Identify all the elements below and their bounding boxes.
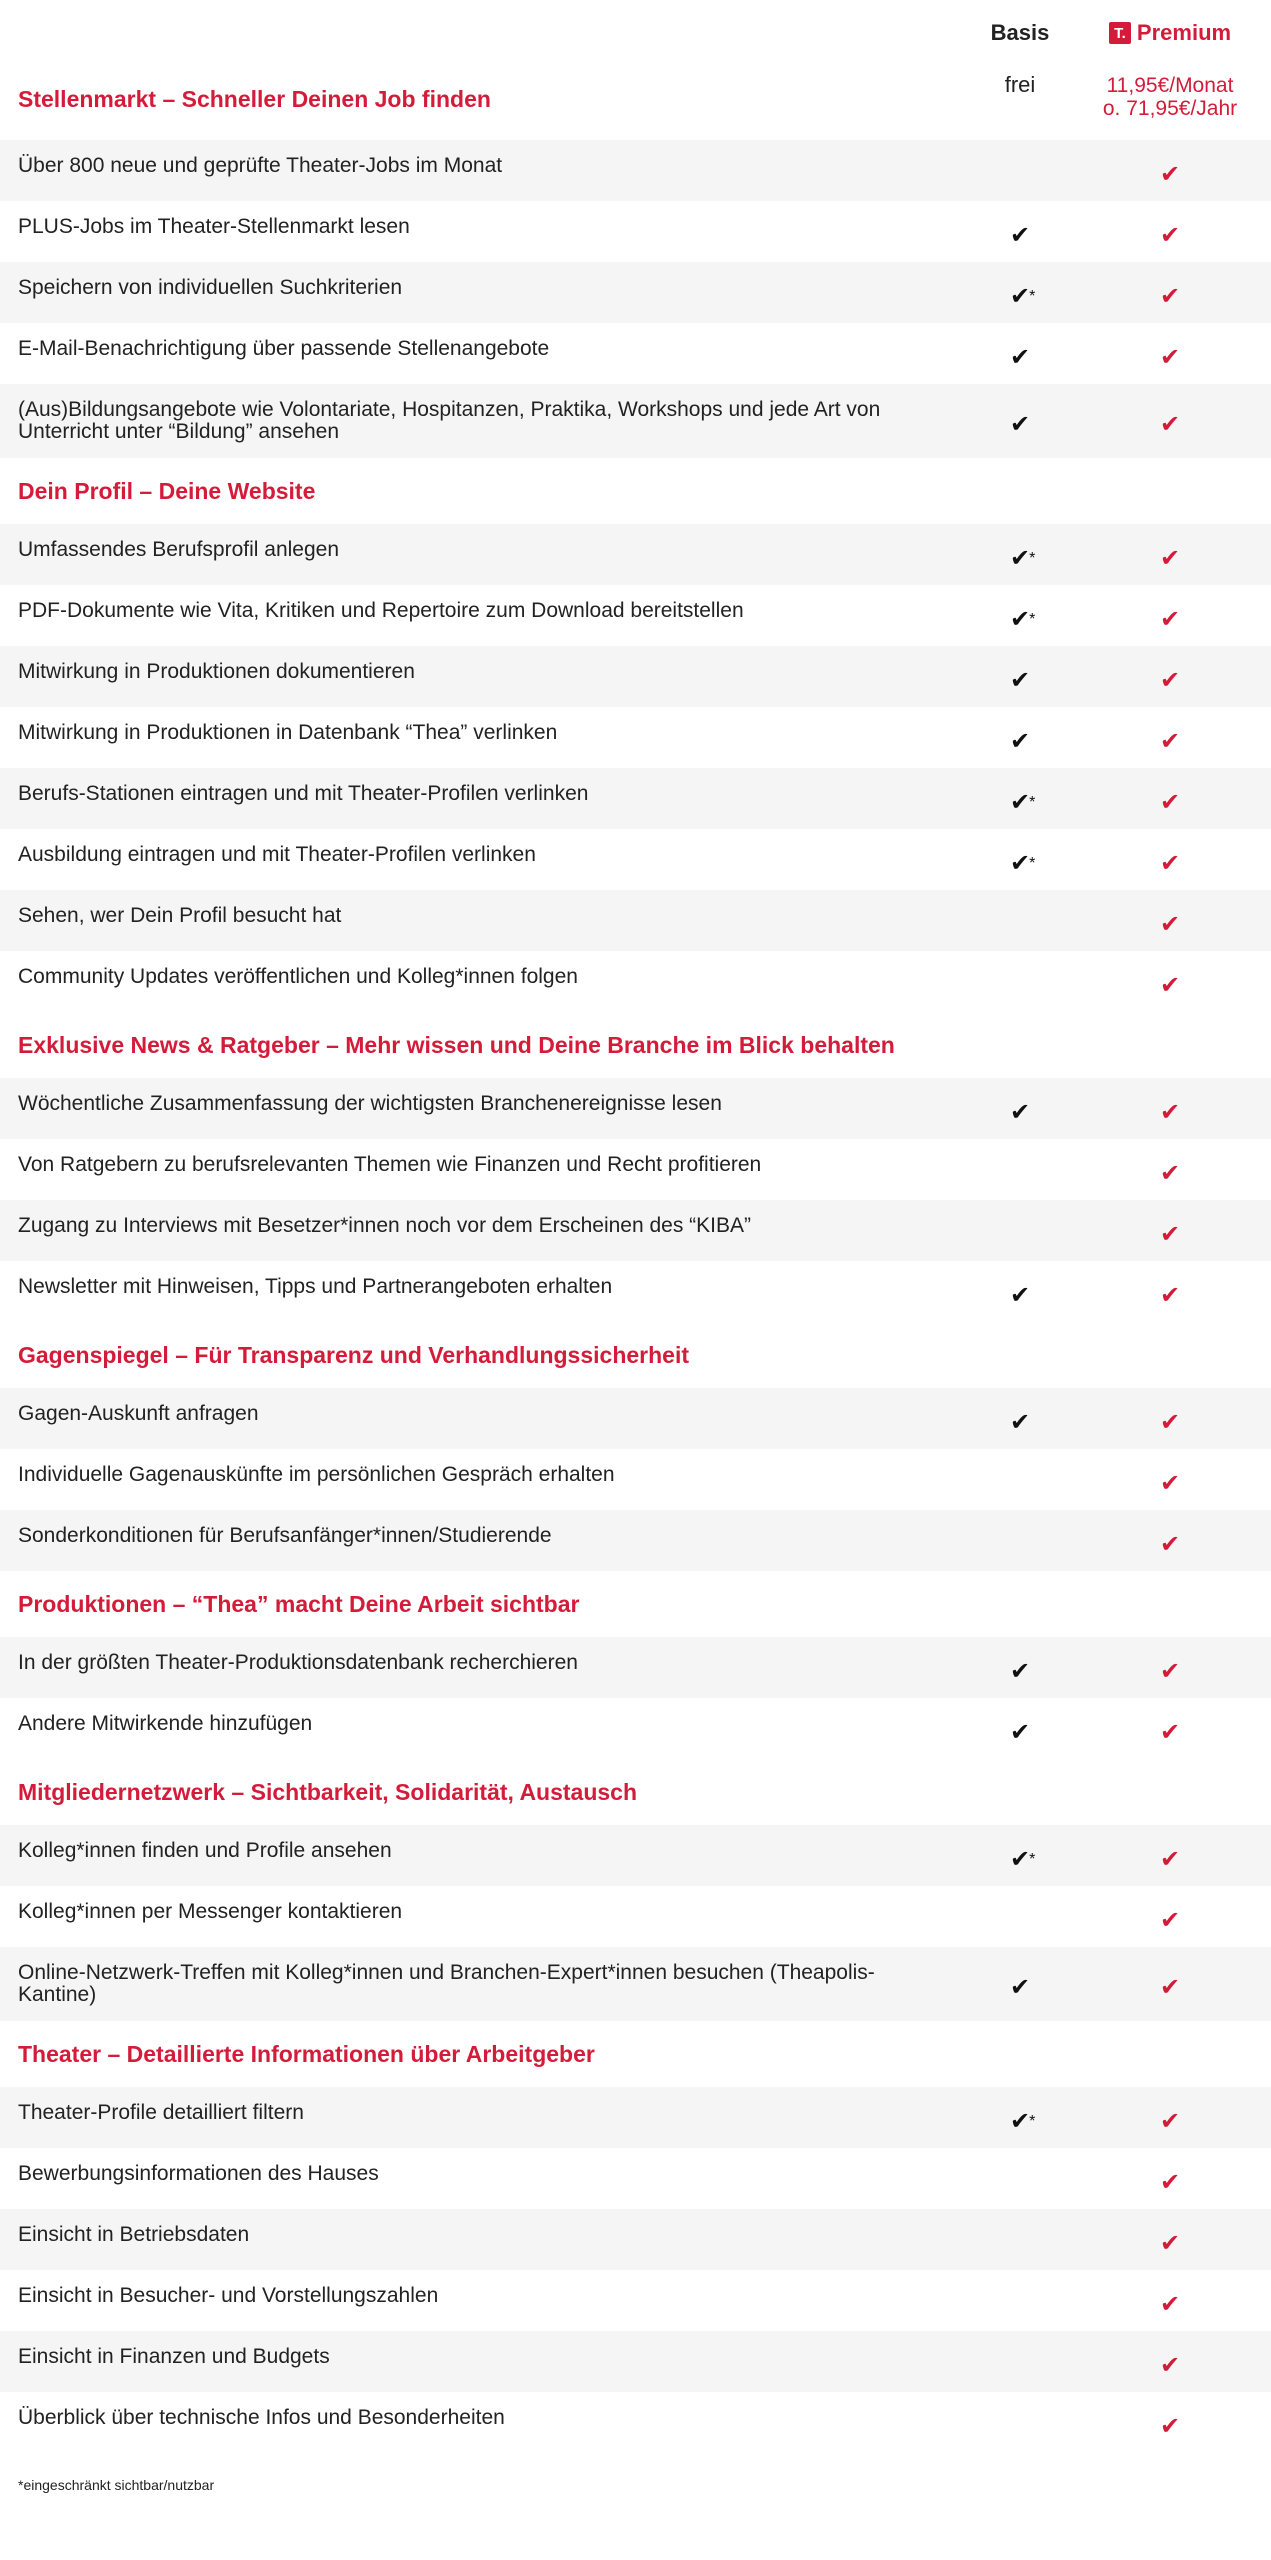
feature-row [0, 1510, 1271, 1571]
basis-check-icon: ✔ [1010, 728, 1031, 755]
feature-label: Einsicht in Besucher- und Vorstellungszahlen [18, 2284, 439, 2307]
basis-check-icon: ✔ [1010, 222, 1031, 249]
feature-row [0, 2270, 1271, 2331]
feature-row [0, 707, 1271, 768]
basis-check-icon: ✔ [1010, 1282, 1031, 1309]
section-heading [0, 1759, 1271, 1825]
feature-row [0, 2392, 1271, 2453]
premium-check-icon: ✔ [1160, 1099, 1181, 1126]
premium-price [1090, 74, 1250, 120]
feature-label: PLUS-Jobs im Theater-Stellenmarkt lesen [18, 215, 410, 238]
section-title: Gagenspiegel – Für Transparenz und Verhandlungssicherheit [18, 1341, 689, 1368]
feature-label: Zugang zu Interviews mit Besetzer*innen noch vor dem Erscheinen des “KIBA” [18, 1214, 752, 1237]
basis-check-icon: ✔ [1010, 1099, 1031, 1126]
feature-row [0, 1698, 1271, 1759]
premium-check-icon: ✔ [1160, 1907, 1181, 1934]
section-heading [0, 1012, 1271, 1078]
basis-check-icon: ✔ [1010, 667, 1031, 694]
feature-label: Bewerbungsinformationen des Hauses [18, 2162, 379, 2185]
premium-label-text: Premium [1136, 20, 1232, 45]
basis-check-icon: ✔ [1010, 1719, 1031, 1746]
basis-check-limited-icon: ✔* [1010, 850, 1036, 877]
basis-check-limited-icon: ✔* [1010, 606, 1036, 633]
feature-label: Einsicht in Betriebsdaten [18, 2223, 250, 2246]
feature-row [0, 1449, 1271, 1510]
premium-check-icon: ✔ [1160, 2230, 1181, 2257]
section-heading [0, 62, 1271, 140]
feature-label: Individuelle Gagenauskünfte im persönlichen Gespräch erhalten [18, 1463, 615, 1486]
section-title: Theater – Detaillierte Informationen über Arbeitgeber [18, 2040, 595, 2067]
basis-check-icon: ✔ [1010, 411, 1031, 438]
basis-price: frei [1004, 72, 1036, 97]
feature-label: Mitwirkung in Produktionen in Datenbank “Thea” verlinken [18, 721, 558, 744]
premium-check-icon: ✔ [1160, 728, 1181, 755]
feature-label: In der größten Theater-Produktionsdatenbank recherchieren [18, 1651, 578, 1674]
section-title: Mitgliedernetzwerk – Sichtbarkeit, Solidarität, Austausch [18, 1778, 638, 1805]
feature-label: Mitwirkung in Produktionen dokumentieren [18, 660, 415, 683]
section-heading [0, 1322, 1271, 1388]
premium-price-month: 11,95€/Monat [1106, 74, 1234, 97]
premium-check-icon: ✔ [1160, 1221, 1181, 1248]
section-heading [0, 1571, 1271, 1637]
feature-row [0, 262, 1271, 323]
feature-label: E-Mail-Benachrichtigung über passende Stellenangebote [18, 337, 550, 360]
feature-label: Wöchentliche Zusammenfassung der wichtigsten Branchenereignisse lesen [18, 1092, 722, 1115]
premium-check-icon: ✔ [1160, 283, 1181, 310]
feature-label: Community Updates veröffentlichen und Kolleg*innen folgen [18, 965, 578, 988]
section-title: Exklusive News & Ratgeber – Mehr wissen und Deine Branche im Blick behalten [18, 1031, 895, 1058]
feature-row [0, 646, 1271, 707]
section-title: Dein Profil – Deine Website [18, 477, 316, 504]
feature-row [0, 1139, 1271, 1200]
section-heading [0, 2021, 1271, 2087]
basis-column-label: Basis [990, 20, 1050, 45]
basis-check-icon: ✔ [1010, 1974, 1031, 2001]
premium-check-icon: ✔ [1160, 850, 1181, 877]
premium-check-icon: ✔ [1160, 667, 1181, 694]
feature-label: Online-Netzwerk-Treffen mit Kolleg*innen und Branchen-Expert*innen besuchen (Theapolis-Kantine) [18, 1961, 875, 2006]
feature-label: Andere Mitwirkende hinzufügen [18, 1712, 313, 1735]
feature-label: Kolleg*innen per Messenger kontaktieren [18, 1900, 403, 1923]
premium-check-icon: ✔ [1160, 1531, 1181, 1558]
feature-label: Berufs-Stationen eintragen und mit Theater-Profilen verlinken [18, 782, 589, 805]
section-title: Produktionen – “Thea” macht Deine Arbeit sichtbar [18, 1590, 580, 1617]
feature-row [0, 1886, 1271, 1947]
feature-label: Über 800 neue und geprüfte Theater-Jobs im Monat [18, 154, 503, 177]
feature-label: Sehen, wer Dein Profil besucht hat [18, 904, 342, 927]
feature-row [0, 201, 1271, 262]
feature-label: (Aus)Bildungsangebote wie Volontariate, Hospitanzen, Praktika, Workshops und jede Art von Unterricht unter “Bildung” ansehen [18, 398, 881, 443]
premium-check-icon: ✔ [1160, 1282, 1181, 1309]
feature-row [0, 890, 1271, 951]
premium-check-icon: ✔ [1160, 1470, 1181, 1497]
column-header [0, 0, 1271, 62]
basis-check-icon: ✔ [1010, 1658, 1031, 1685]
feature-label: Kolleg*innen finden und Profile ansehen [18, 1839, 392, 1862]
premium-check-icon: ✔ [1160, 161, 1181, 188]
feature-row [0, 1947, 1271, 2021]
feature-row [0, 323, 1271, 384]
premium-check-icon: ✔ [1160, 789, 1181, 816]
basis-check-limited-icon: ✔* [1010, 2108, 1036, 2135]
section-title: Stellenmarkt – Schneller Deinen Job finden [18, 86, 491, 112]
feature-label: PDF-Dokumente wie Vita, Kritiken und Repertoire zum Download bereitstellen [18, 599, 744, 622]
premium-check-icon: ✔ [1160, 2108, 1181, 2135]
basis-check-icon: ✔ [1010, 1409, 1031, 1436]
theapolis-logo-icon: T. [1109, 22, 1131, 44]
premium-check-icon: ✔ [1160, 1409, 1181, 1436]
feature-label: Ausbildung eintragen und mit Theater-Profilen verlinken [18, 843, 536, 866]
footnote: *eingeschränkt sichtbar/nutzbar [18, 2477, 215, 2493]
premium-check-icon: ✔ [1160, 911, 1181, 938]
basis-check-limited-icon: ✔* [1010, 283, 1036, 310]
premium-check-icon: ✔ [1160, 606, 1181, 633]
premium-check-icon: ✔ [1160, 344, 1181, 371]
premium-check-icon: ✔ [1160, 1160, 1181, 1187]
premium-check-icon: ✔ [1160, 2291, 1181, 2318]
premium-check-icon: ✔ [1160, 972, 1181, 999]
premium-check-icon: ✔ [1160, 1719, 1181, 1746]
feature-row [0, 1200, 1271, 1261]
premium-price-year: o. 71,95€/Jahr [1102, 97, 1238, 120]
feature-row [0, 1078, 1271, 1139]
feature-label: Newsletter mit Hinweisen, Tipps und Partnerangeboten erhalten [18, 1275, 613, 1298]
feature-label: Theater-Profile detailliert filtern [18, 2101, 304, 2124]
premium-check-icon: ✔ [1160, 1846, 1181, 1873]
feature-row [0, 1825, 1271, 1886]
feature-label: Gagen-Auskunft anfragen [18, 1402, 259, 1425]
feature-row [0, 1388, 1271, 1449]
basis-check-limited-icon: ✔* [1010, 789, 1036, 816]
section-heading [0, 458, 1271, 524]
feature-row [0, 1637, 1271, 1698]
feature-row [0, 140, 1271, 201]
premium-check-icon: ✔ [1160, 2169, 1181, 2196]
sections-container [0, 62, 1271, 2453]
feature-label: Speichern von individuellen Suchkriterien [18, 276, 403, 299]
premium-check-icon: ✔ [1160, 411, 1181, 438]
feature-row [0, 585, 1271, 646]
basis-check-limited-icon: ✔* [1010, 1846, 1036, 1873]
feature-label: Umfassendes Berufsprofil anlegen [18, 538, 340, 561]
feature-label: Von Ratgebern zu berufsrelevanten Themen wie Finanzen und Recht profitieren [18, 1153, 762, 1176]
premium-check-icon: ✔ [1160, 1658, 1181, 1685]
feature-row [0, 2331, 1271, 2392]
premium-check-icon: ✔ [1160, 1974, 1181, 2001]
feature-label: Sonderkonditionen für Berufsanfänger*innen/Studierende [18, 1524, 552, 1547]
feature-row [0, 951, 1271, 1012]
feature-row [0, 524, 1271, 585]
basis-check-limited-icon: ✔* [1010, 545, 1036, 572]
feature-row [0, 2209, 1271, 2270]
feature-label: Einsicht in Finanzen und Budgets [18, 2345, 330, 2368]
feature-row [0, 1261, 1271, 1322]
premium-column-label [1100, 20, 1240, 46]
feature-row [0, 2148, 1271, 2209]
premium-check-icon: ✔ [1160, 2352, 1181, 2379]
feature-row [0, 829, 1271, 890]
feature-row [0, 768, 1271, 829]
feature-label: Überblick über technische Infos und Besonderheiten [18, 2406, 505, 2429]
feature-row [0, 384, 1271, 458]
feature-row [0, 2087, 1271, 2148]
premium-check-icon: ✔ [1160, 545, 1181, 572]
basis-check-icon: ✔ [1010, 344, 1031, 371]
premium-check-icon: ✔ [1160, 222, 1181, 249]
premium-check-icon: ✔ [1160, 2413, 1181, 2440]
